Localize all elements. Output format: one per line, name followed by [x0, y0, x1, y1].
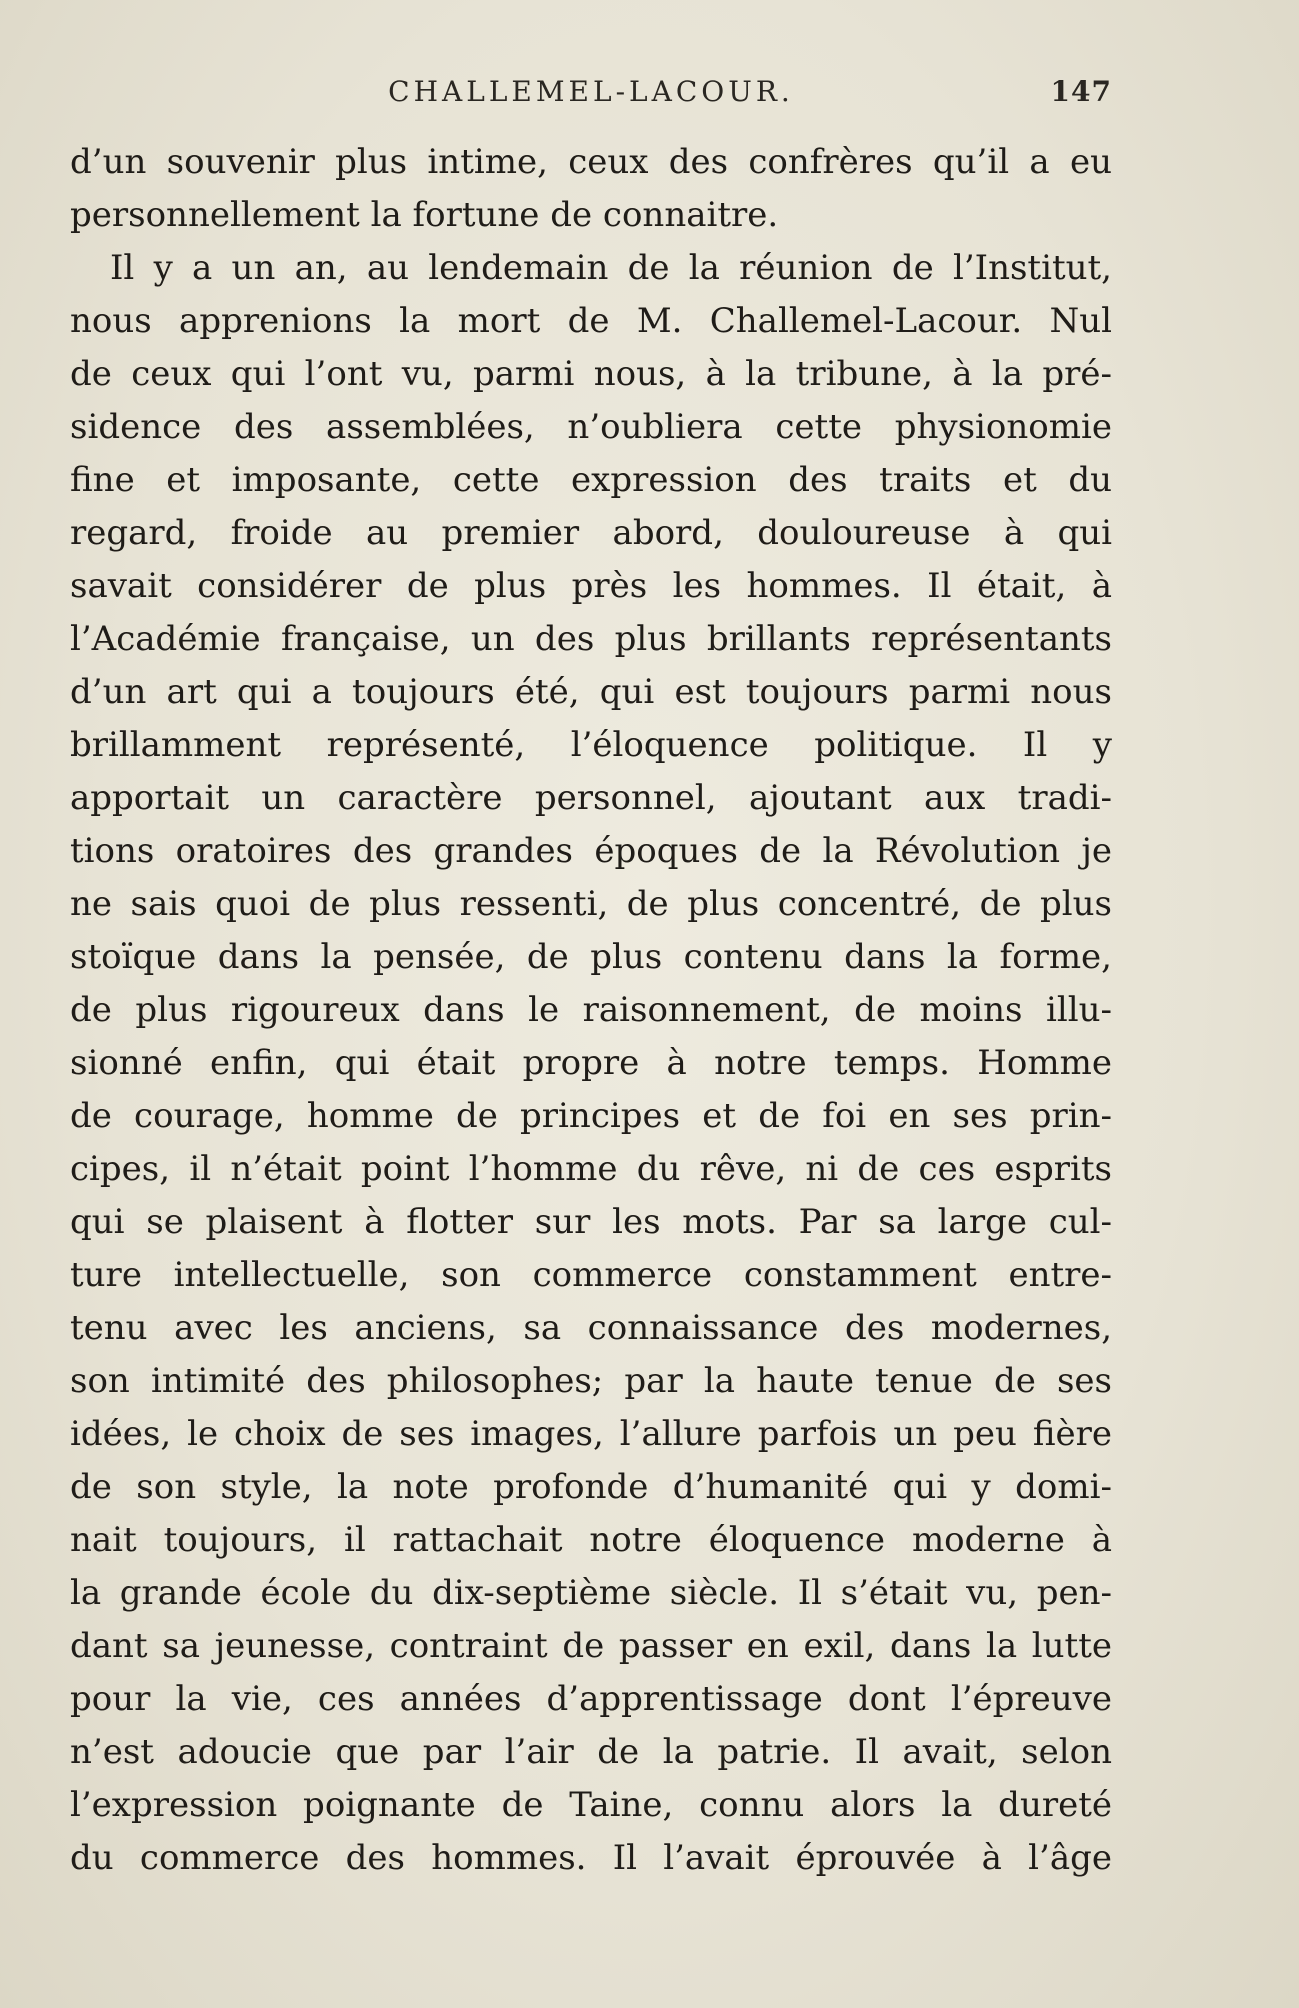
text-line: personnellement la fortune de connaitre.: [70, 195, 779, 235]
text-line: sionné enfin, qui était propre à notre temps. Homme: [70, 1043, 1112, 1083]
page-header: [70, 75, 1112, 115]
text-line: de son style, la note profonde d’humanité qui y domi-: [70, 1467, 1112, 1507]
text-line: brillamment représenté, l’éloquence politique. Il y: [70, 725, 1112, 765]
text-line: la grande école du dix-septième siècle. Il s’était vu, pen-: [70, 1573, 1112, 1613]
text-line: fine et imposante, cette expression des traits et du: [70, 460, 1112, 500]
text-line: l’expression poignante de Taine, connu alors la dureté: [70, 1785, 1112, 1825]
text-line: nait toujours, il rattachait notre éloquence moderne à: [70, 1520, 1112, 1560]
text-line: n’est adoucie que par l’air de la patrie. Il avait, selon: [70, 1732, 1112, 1772]
text-line: Il y a un an, au lendemain de la réunion de l’Institut,: [110, 248, 1112, 288]
text-line: cipes, il n’était point l’homme du rêve, ni de ces esprits: [70, 1149, 1112, 1189]
text-line: de plus rigoureux dans le raisonnement, de moins illu-: [70, 990, 1112, 1030]
page-number: 147: [1050, 75, 1112, 108]
text-line: dant sa jeunesse, contraint de passer en exil, dans la lutte: [70, 1626, 1112, 1666]
text-line: de ceux qui l’ont vu, parmi nous, à la tribune, à la pré-: [70, 354, 1112, 394]
text-line: idées, le choix de ses images, l’allure parfois un peu fière: [70, 1414, 1112, 1454]
text-line: savait considérer de plus près les hommes. Il était, à: [70, 566, 1112, 606]
text-line: d’un art qui a toujours été, qui est toujours parmi nous: [70, 672, 1112, 712]
text-line: de courage, homme de principes et de foi en ses prin-: [70, 1096, 1112, 1136]
text-line: pour la vie, ces années d’apprentissage dont l’épreuve: [70, 1679, 1112, 1719]
text-line: sidence des assemblées, n’oubliera cette physionomie: [70, 407, 1112, 447]
text-line: qui se plaisent à flotter sur les mots. Par sa large cul-: [70, 1202, 1112, 1242]
text-line: du commerce des hommes. Il l’avait éprouvée à l’âge: [70, 1838, 1112, 1878]
text-line: regard, froide au premier abord, douloureuse à qui: [70, 513, 1112, 553]
text-line: d’un souvenir plus intime, ceux des confrères qu’il a eu: [70, 142, 1112, 182]
running-head: CHALLEMEL-LACOUR.: [388, 75, 794, 108]
text-line: nous apprenions la mort de M. Challemel-Lacour. Nul: [70, 301, 1112, 341]
body-text: [70, 136, 1112, 1885]
text-line: ture intellectuelle, son commerce constamment entre-: [70, 1255, 1112, 1295]
text-line: apportait un caractère personnel, ajoutant aux tradi-: [70, 778, 1112, 818]
text-line: tenu avec les anciens, sa connaissance des modernes,: [70, 1308, 1112, 1348]
text-line: stoïque dans la pensée, de plus contenu dans la forme,: [70, 937, 1112, 977]
text-line: l’Académie française, un des plus brillants représentants: [70, 619, 1112, 659]
text-line: tions oratoires des grandes époques de la Révolution je: [70, 831, 1112, 871]
text-line: ne sais quoi de plus ressenti, de plus concentré, de plus: [70, 884, 1112, 924]
text-line: son intimité des philosophes; par la haute tenue de ses: [70, 1361, 1112, 1401]
